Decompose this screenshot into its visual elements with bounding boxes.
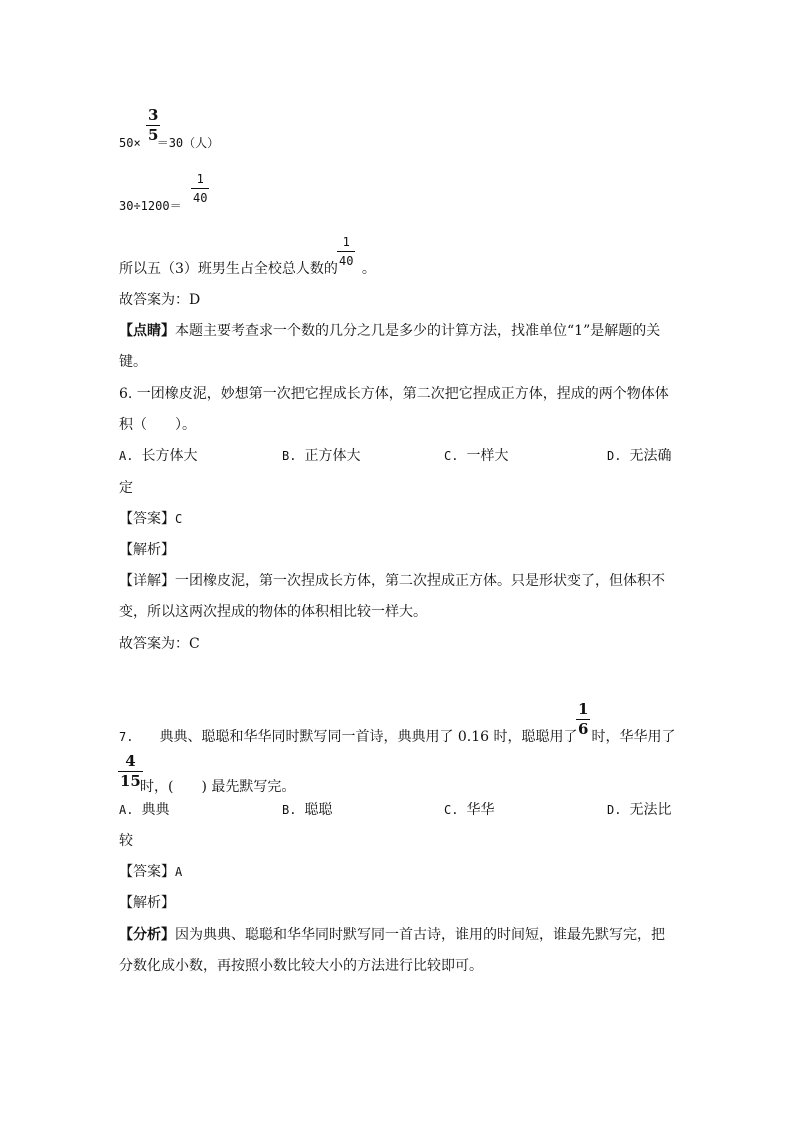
q6-final-answer: 故答案为：C bbox=[119, 636, 200, 652]
option-key: B. bbox=[282, 803, 297, 817]
q7-answer bbox=[119, 863, 182, 881]
option-text: 一样大 bbox=[466, 448, 509, 464]
q7-option-a bbox=[119, 801, 169, 819]
eq2-left: 30÷1200＝ bbox=[119, 199, 182, 213]
q7-number: 7. bbox=[119, 730, 134, 744]
eq1-left: 50× bbox=[119, 136, 141, 150]
option-text: 典典 bbox=[141, 802, 170, 818]
detail-text-1: 一团橡皮泥，第一次捏成长方体，第二次捏成正方体。只是形状变了，但体积不 bbox=[175, 573, 665, 589]
q7-stem-line-2: 时，( ) 最先默写完。 bbox=[140, 779, 296, 795]
fenxi-text-1: 因为典典、聪聪和华华同时默写同一首古诗，谁用的时间短，谁最先默写完，把 bbox=[175, 927, 665, 943]
q6-analysis-tag: 【解析】 bbox=[119, 542, 175, 558]
q6-detail-line-1 bbox=[119, 572, 665, 590]
eq2-frac-den: 40 bbox=[193, 191, 208, 205]
q6-option-a bbox=[119, 447, 197, 465]
option-text: 长方体大 bbox=[141, 448, 198, 464]
q7-frac1-num: 1 bbox=[578, 700, 589, 718]
option-key: D. bbox=[607, 449, 622, 463]
eq2-fraction bbox=[191, 173, 209, 204]
q6-option-c bbox=[444, 447, 508, 465]
q7-text-2: 时，华华用了 bbox=[591, 729, 676, 745]
option-key: A. bbox=[119, 449, 134, 463]
eq1-frac-num: 3 bbox=[148, 106, 159, 124]
q6-stem-line-1: 6. 一团橡皮泥，妙想第一次把它捏成长方体，第二次把它捏成正方体，捏成的两个物体体 bbox=[119, 386, 669, 402]
q7-frac2-num: 4 bbox=[125, 752, 136, 770]
q7-fraction-1 bbox=[576, 702, 590, 737]
option-key: C. bbox=[444, 803, 459, 817]
option-text: 正方体大 bbox=[304, 448, 361, 464]
equation-1 bbox=[119, 134, 219, 152]
detail-tag: 【详解】 bbox=[119, 573, 175, 589]
answer-line-5: 故答案为：D bbox=[119, 292, 201, 308]
answer-value: C bbox=[175, 512, 183, 526]
option-text: 聪聪 bbox=[304, 802, 333, 818]
dianjing-line-1 bbox=[119, 322, 660, 340]
q7-option-b bbox=[282, 801, 332, 819]
conclusion-text: 所以五（3）班男生占全校总人数的 bbox=[119, 261, 338, 277]
q7-option-c bbox=[444, 801, 494, 819]
dianjing-text-1: 本题主要考查求一个数的几分之几是多少的计算方法，找准单位“1”是解题的关 bbox=[175, 323, 661, 339]
q6-option-d bbox=[607, 447, 671, 465]
equation-2 bbox=[119, 197, 182, 215]
conclusion-fraction bbox=[337, 236, 355, 267]
answer-tag: 【答案】 bbox=[119, 511, 175, 527]
eq2-frac-num: 1 bbox=[196, 172, 204, 186]
option-text: 华华 bbox=[466, 802, 495, 818]
q6-detail-line-2: 变，所以这两次捏成的物体的体积相比较一样大。 bbox=[119, 604, 427, 620]
dianjing-tag: 【点睛】 bbox=[119, 323, 175, 339]
conclusion-end: 。 bbox=[361, 261, 376, 277]
q7-text-1: 典典、聪聪和华华同时默写同一首诗，典典用了 0.16 时，聪聪用了 bbox=[159, 729, 578, 745]
q7-fenxi-line-1 bbox=[119, 926, 665, 944]
fraction-bar bbox=[191, 188, 209, 189]
q6-option-b bbox=[282, 447, 360, 465]
q7-stem-line-1 bbox=[119, 728, 676, 746]
eq1-frac-den: 5 bbox=[148, 126, 159, 144]
q6-option-wrap: 定 bbox=[119, 480, 133, 496]
fenxi-tag: 【分析】 bbox=[119, 927, 175, 943]
option-text: 无法比 bbox=[629, 802, 672, 818]
option-key: B. bbox=[282, 449, 297, 463]
q7-analysis-tag: 【解析】 bbox=[119, 895, 175, 911]
option-text: 无法确 bbox=[629, 448, 672, 464]
option-key: A. bbox=[119, 803, 134, 817]
answer-value: A bbox=[175, 865, 183, 879]
conclusion-frac-den: 40 bbox=[339, 254, 354, 268]
eq1-fraction bbox=[146, 108, 160, 143]
option-key: D. bbox=[607, 803, 622, 817]
conclusion-frac-num: 1 bbox=[342, 235, 350, 249]
fraction-bar bbox=[337, 251, 355, 252]
q7-frac2-den: 15 bbox=[120, 772, 141, 790]
dianjing-line-2: 键。 bbox=[119, 354, 147, 370]
q7-option-wrap: 较 bbox=[119, 833, 133, 849]
answer-tag: 【答案】 bbox=[119, 864, 175, 880]
q6-answer bbox=[119, 510, 182, 528]
q7-fenxi-line-2: 分数化成小数，再按照小数比较大小的方法进行比较即可。 bbox=[119, 958, 483, 974]
q6-stem-line-2: 积（ ）。 bbox=[119, 417, 196, 433]
q7-option-d bbox=[607, 801, 671, 819]
eq1-right: ＝30（人） bbox=[156, 136, 220, 150]
option-key: C. bbox=[444, 449, 459, 463]
q7-frac1-den: 6 bbox=[578, 720, 589, 738]
